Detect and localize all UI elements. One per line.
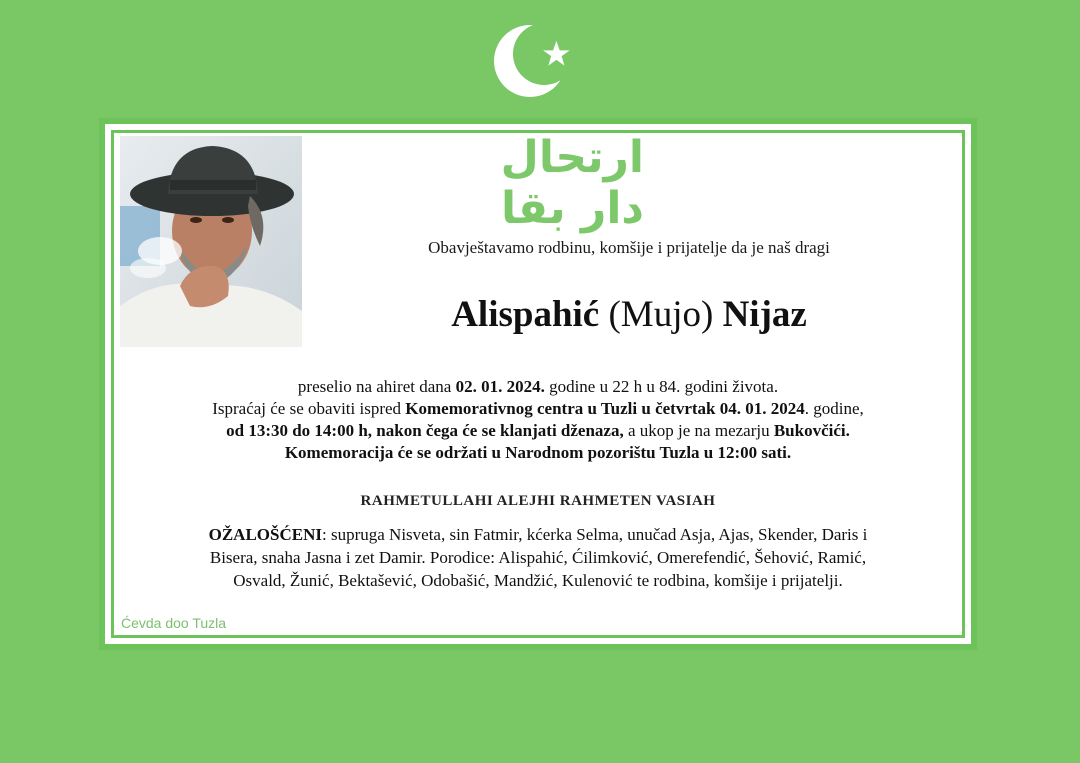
obituary-card [99,118,977,650]
arabic-calligraphy: ارتحال دار بقا [500,132,644,234]
details-line-3 [129,420,947,442]
father-name: (Mujo) [608,294,714,335]
prayer-line: RAHMETULLAHI ALEJHI RAHMETEN VASIAH [360,493,716,509]
announcement-text: Obavještavamo rodbinu, komšije i prijatelje da je naš dragi [428,238,830,257]
mourners-text: : supruga Nisveta, sin Fatmir, kćerka Selma, unučad Asja, Ajas, Skender, Daris i [322,525,868,544]
cemetery: Bukovčići. [773,421,850,440]
details-text: a ukop je na mezarju [623,421,774,440]
company-logo-text: Ćevda doo Tuzla [121,615,227,631]
ceremony-place: Komemorativnog centra u Tuzli u četvrtak 04. 01. 2024 [405,399,805,418]
details-text: godine u 22 h u 84. godini života. [544,377,779,396]
crescent-star-icon [492,18,574,100]
commemoration: Komemoracija će se održati u Narodnom pozorištu Tuzla u 12:00 sati. [284,443,792,462]
details-text: . godine, [804,399,864,418]
death-date: 02. 01. 2024. [455,377,545,396]
funeral-details [129,376,947,464]
details-line-1 [129,376,947,398]
mourners-line-3: Osvald, Žunić, Bektašević, Odobašić, Mandžić, Kulenović te rodbina, komšije i prijatelji. [233,571,843,590]
mourners-list [129,523,947,592]
details-text: preselio na ahiret dana [297,377,456,396]
details-line-2 [129,398,947,420]
details-text: Ispraćaj će se obaviti ispred [212,399,406,418]
portrait-photo [120,136,302,347]
deceased-name [349,293,909,336]
mourners-line-1 [129,523,947,546]
mourners-label: OŽALOŠĆENI [208,525,322,544]
details-line-4 [129,442,947,464]
ceremony-time: od 13:30 do 14:00 h, nakon čega će se klanjati dženaza, [226,421,624,440]
given-name: Nijaz [722,294,807,335]
mourners-line-2: Bisera, snaha Jasna i zet Damir. Porodice: Alispahić, Ćilimković, Omerefendić, Šehović, Ramić, [209,548,867,567]
surname: Alispahić [451,294,600,335]
